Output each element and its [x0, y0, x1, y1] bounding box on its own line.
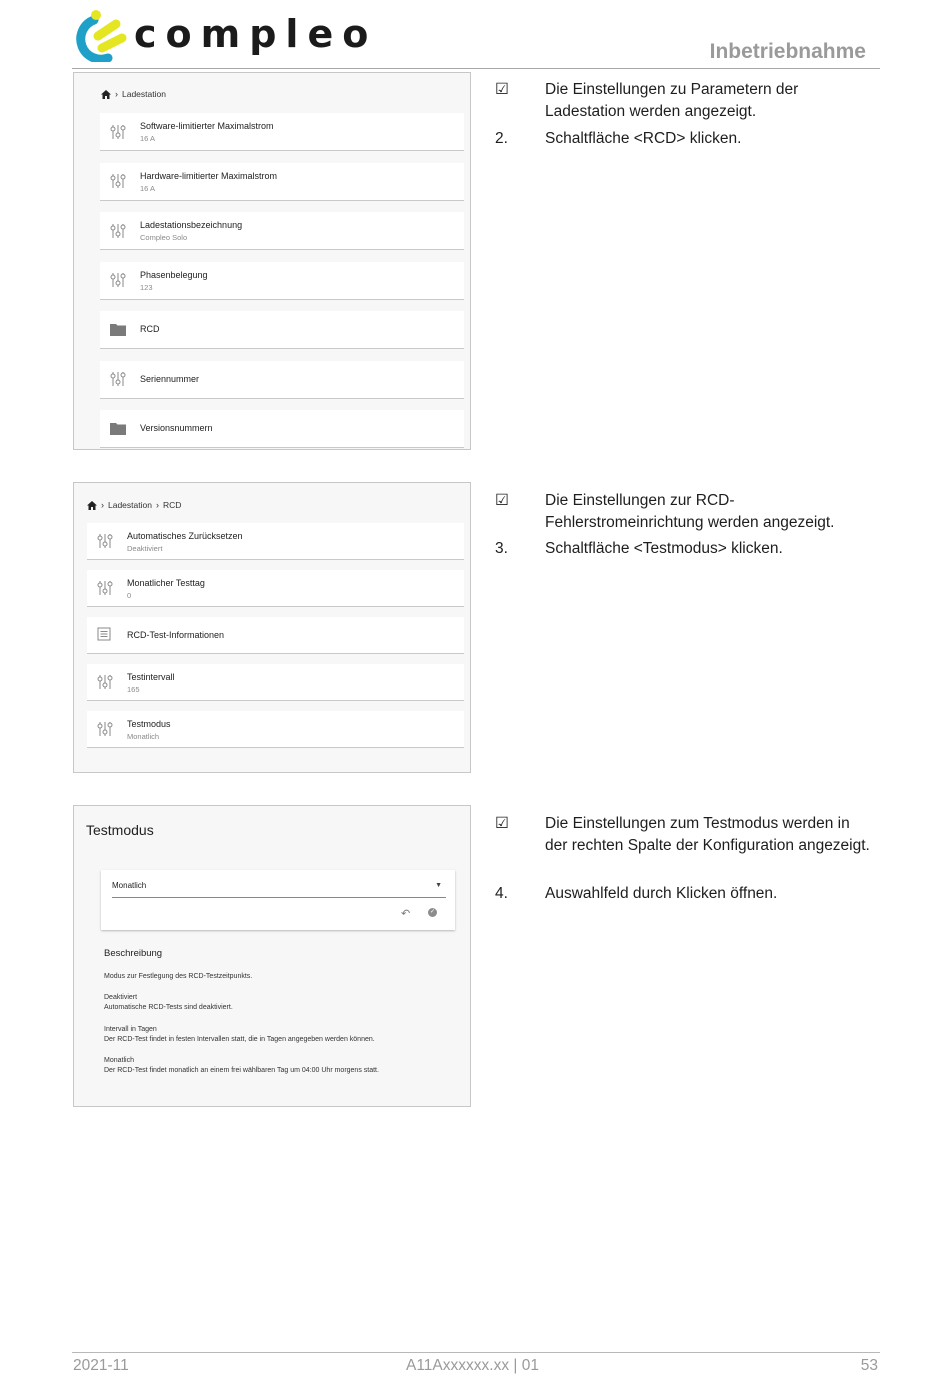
- testmodus-card: [101, 870, 455, 930]
- screenshot-testmodus: [73, 805, 471, 1107]
- description-heading: Beschreibung: [104, 948, 163, 959]
- home-icon[interactable]: [87, 501, 97, 510]
- row-title: Software-limitierter Maximalstrom: [140, 121, 274, 131]
- row-title: Testintervall: [127, 671, 175, 682]
- logo-wordmark: compleo: [134, 12, 378, 56]
- step-number: 3.: [495, 540, 508, 557]
- settings-row[interactable]: [87, 711, 464, 748]
- section-title: Inbetriebnahme: [709, 40, 866, 63]
- chevron-right-icon: ›: [115, 89, 118, 99]
- breadcrumb-item[interactable]: Ladestation: [122, 89, 166, 99]
- row-value: 16 A: [140, 183, 156, 193]
- undo-icon[interactable]: ↶: [401, 908, 411, 920]
- row-title: RCD: [140, 324, 160, 334]
- step-text: Die Einstellungen zum Testmodus werden in der rechten Spalte der Konfiguration angezeigt.: [545, 815, 870, 854]
- sliders-icon: [110, 173, 126, 189]
- screenshot-rcd: [73, 482, 471, 773]
- row-title: Automatisches Zurücksetzen: [127, 530, 243, 541]
- row-value: Monatlich: [127, 731, 160, 741]
- row-title: RCD-Test-Informationen: [127, 629, 225, 640]
- row-value: 123: [140, 282, 153, 292]
- step-instruction: [495, 883, 875, 905]
- row-value: Compleo Solo: [140, 233, 188, 242]
- row-value: 165: [127, 684, 140, 694]
- description-intro: Modus zur Festlegung des RCD-Testzeitpunkts.: [104, 973, 253, 980]
- testmodus-select[interactable]: [112, 881, 446, 898]
- sliders-icon: [110, 371, 126, 387]
- step-result: [495, 490, 875, 534]
- sliders-icon: [110, 124, 126, 140]
- confirm-check-icon[interactable]: ✓: [429, 909, 436, 915]
- row-title: Seriennummer: [140, 373, 200, 384]
- checkbox-checked-icon: ☑: [495, 81, 509, 98]
- page-number: 53: [860, 1357, 878, 1374]
- sliders-icon: [97, 533, 113, 549]
- checkbox-checked-icon: ☑: [495, 815, 509, 832]
- folder-icon: [110, 322, 126, 338]
- settings-row[interactable]: [87, 570, 464, 607]
- option-text: Der RCD-Test findet in festen Intervallen statt, die in Tagen angegeben werden können.: [104, 1036, 375, 1043]
- breadcrumb-item[interactable]: RCD: [162, 500, 182, 510]
- compleo-logo: [72, 8, 378, 62]
- settings-row[interactable]: [100, 262, 464, 300]
- screenshot-ladestation: [73, 72, 471, 450]
- settings-row[interactable]: [100, 361, 464, 399]
- step-instruction: [495, 128, 875, 150]
- option-text: Der RCD-Test findet monatlich an einem frei wählbaren Tag um 04:00 Uhr morgens statt.: [104, 1067, 379, 1074]
- logo-mark-icon: [72, 8, 132, 62]
- step-number: 4.: [495, 885, 508, 902]
- option-name: Monatlich: [104, 1057, 134, 1064]
- footer-divider: [72, 1352, 880, 1353]
- settings-row[interactable]: [100, 212, 464, 250]
- header-divider: [72, 68, 880, 69]
- row-title: Testmodus: [127, 718, 171, 729]
- panel-title: Testmodus: [86, 822, 154, 838]
- select-value: Monatlich: [112, 881, 147, 890]
- settings-row[interactable]: [87, 664, 464, 701]
- step-text: Auswahlfeld durch Klicken öffnen.: [545, 885, 778, 902]
- settings-row[interactable]: [100, 113, 464, 151]
- step-text: Schaltfläche <Testmodus> klicken.: [545, 540, 783, 557]
- step-instruction: [495, 538, 875, 560]
- breadcrumb: [87, 500, 181, 510]
- dropdown-arrow-icon[interactable]: ▼: [435, 882, 442, 889]
- step-result: [495, 813, 875, 879]
- step-number: 2.: [495, 130, 508, 147]
- sliders-icon: [110, 272, 126, 288]
- footer-date: 2021-11: [73, 1357, 129, 1374]
- sliders-icon: [97, 674, 113, 690]
- row-title: Ladestationsbezeichnung: [140, 220, 243, 230]
- settings-row[interactable]: [100, 311, 464, 349]
- row-title: Monatlicher Testtag: [127, 577, 205, 588]
- step-text: Die Einstellungen zu Parametern der Ladestation werden angezeigt.: [545, 81, 799, 120]
- option-text: Automatische RCD-Tests sind deaktiviert.: [104, 1004, 233, 1011]
- home-icon[interactable]: [101, 90, 111, 99]
- row-value: Deaktiviert: [127, 543, 163, 553]
- option-name: Intervall in Tagen: [104, 1026, 157, 1033]
- row-value: 16 A: [140, 134, 156, 143]
- step-result: [495, 79, 875, 123]
- settings-row[interactable]: [100, 163, 464, 201]
- settings-row[interactable]: [87, 523, 464, 560]
- chevron-right-icon: ›: [155, 500, 159, 510]
- settings-row[interactable]: [87, 617, 464, 654]
- checkbox-checked-icon: ☑: [495, 492, 509, 509]
- breadcrumb-item[interactable]: Ladestation: [108, 500, 152, 510]
- step-text: Die Einstellungen zur RCD-Fehlerstromeinrichtung werden angezeigt.: [545, 492, 835, 531]
- step-text: Schaltfläche <RCD> klicken.: [545, 130, 742, 147]
- settings-row[interactable]: [100, 410, 464, 448]
- row-title: Phasenbelegung: [140, 269, 208, 280]
- row-title: Hardware-limitierter Maximalstrom: [140, 170, 278, 181]
- chevron-right-icon: ›: [101, 500, 104, 510]
- sliders-icon: [97, 721, 113, 737]
- document-icon: [97, 627, 113, 643]
- folder-icon: [110, 421, 126, 437]
- sliders-icon: [97, 580, 113, 596]
- option-name: Deaktiviert: [104, 994, 138, 1001]
- footer-doc-id: A11Axxxxxx.xx | 01: [406, 1357, 539, 1374]
- row-value: 0: [127, 590, 132, 600]
- row-title: Versionsnummern: [140, 423, 213, 433]
- breadcrumb: [101, 89, 166, 99]
- sliders-icon: [110, 223, 126, 239]
